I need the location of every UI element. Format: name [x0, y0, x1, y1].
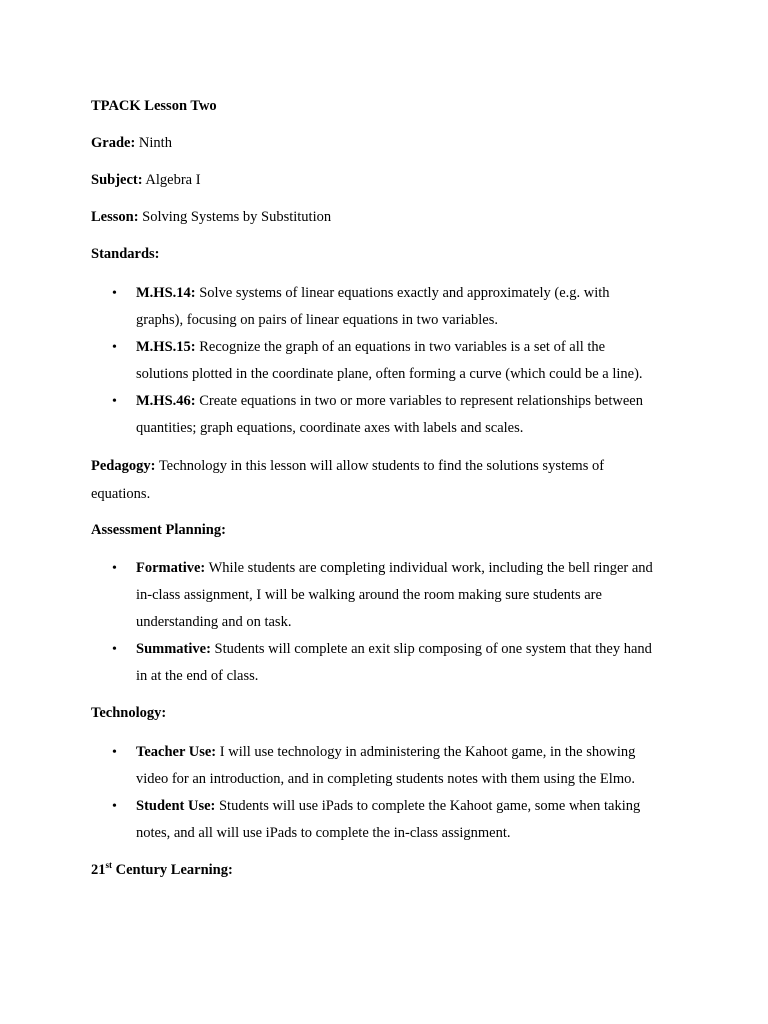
list-item: • M.HS.46: Create equations in two or more variables to represent relationships between quantities; graph equations, coordinate axes with labels and scales.: [91, 388, 681, 442]
standards-heading: Standards:: [91, 246, 160, 262]
list-item: • Teacher Use: I will use technology in administering the Kahoot game, in the showing video for an introduction, and in completing students notes with them using the Elmo.: [91, 739, 681, 793]
list-item: • M.HS.15: Recognize the graph of an equations in two variables is a set of all the solutions plotted in the coordinate plane, often forming a curve (which could be a line).: [91, 334, 681, 388]
bullet-icon: •: [112, 799, 117, 814]
assessment-label: Formative:: [136, 560, 206, 576]
grade-value: Ninth: [138, 135, 172, 151]
grade-line: [91, 130, 681, 157]
pedagogy-label: Pedagogy:: [91, 458, 156, 474]
assessment-heading: Assessment Planning:: [91, 522, 226, 538]
document-title: TPACK Lesson Two: [91, 98, 217, 114]
assessment-label: Summative:: [136, 641, 211, 657]
assessment-list: [91, 555, 681, 690]
lesson-value: Solving Systems by Substitution: [142, 209, 332, 225]
bullet-icon: •: [112, 745, 117, 760]
bullet-icon: •: [112, 340, 117, 355]
century-learning-heading: 21st Century Learning:: [91, 860, 233, 878]
lesson-line: [91, 204, 681, 231]
technology-label: Student Use:: [136, 798, 216, 814]
standard-code: M.HS.46:: [136, 393, 196, 409]
technology-list: [91, 739, 681, 847]
subject-value: Algebra I: [145, 172, 201, 188]
pedagogy-paragraph: Pedagogy: Technology in this lesson will allow students to find the solutions systems of equations.: [91, 458, 605, 502]
standards-list: [91, 280, 681, 442]
bullet-icon: •: [112, 394, 117, 409]
list-item: • Summative: Students will complete an exit slip composing of one system that they hand in at the end of class.: [91, 636, 681, 690]
subject-line: [91, 167, 681, 194]
technology-label: Teacher Use:: [136, 744, 217, 760]
bullet-icon: •: [112, 286, 117, 301]
document-page: [91, 93, 681, 884]
standard-code: M.HS.15:: [136, 339, 196, 355]
list-item: • M.HS.14: Solve systems of linear equations exactly and approximately (e.g. with graphs), focusing on pairs of linear equations in two variables.: [91, 280, 681, 334]
list-item: • Formative: While students are completing individual work, including the bell ringer and in-class assignment, I will be walking around the room making sure students are understanding and on task.: [91, 555, 681, 636]
standard-code: M.HS.14:: [136, 285, 196, 301]
lesson-label: Lesson:: [91, 209, 139, 225]
bullet-icon: •: [112, 561, 117, 576]
bullet-icon: •: [112, 642, 117, 657]
grade-label: Grade:: [91, 135, 136, 151]
list-item: • Student Use: Students will use iPads to complete the Kahoot game, some when taking notes, and all will use iPads to complete the in-class assignment.: [91, 793, 681, 847]
subject-label: Subject:: [91, 172, 143, 188]
technology-heading: Technology:: [91, 705, 167, 721]
